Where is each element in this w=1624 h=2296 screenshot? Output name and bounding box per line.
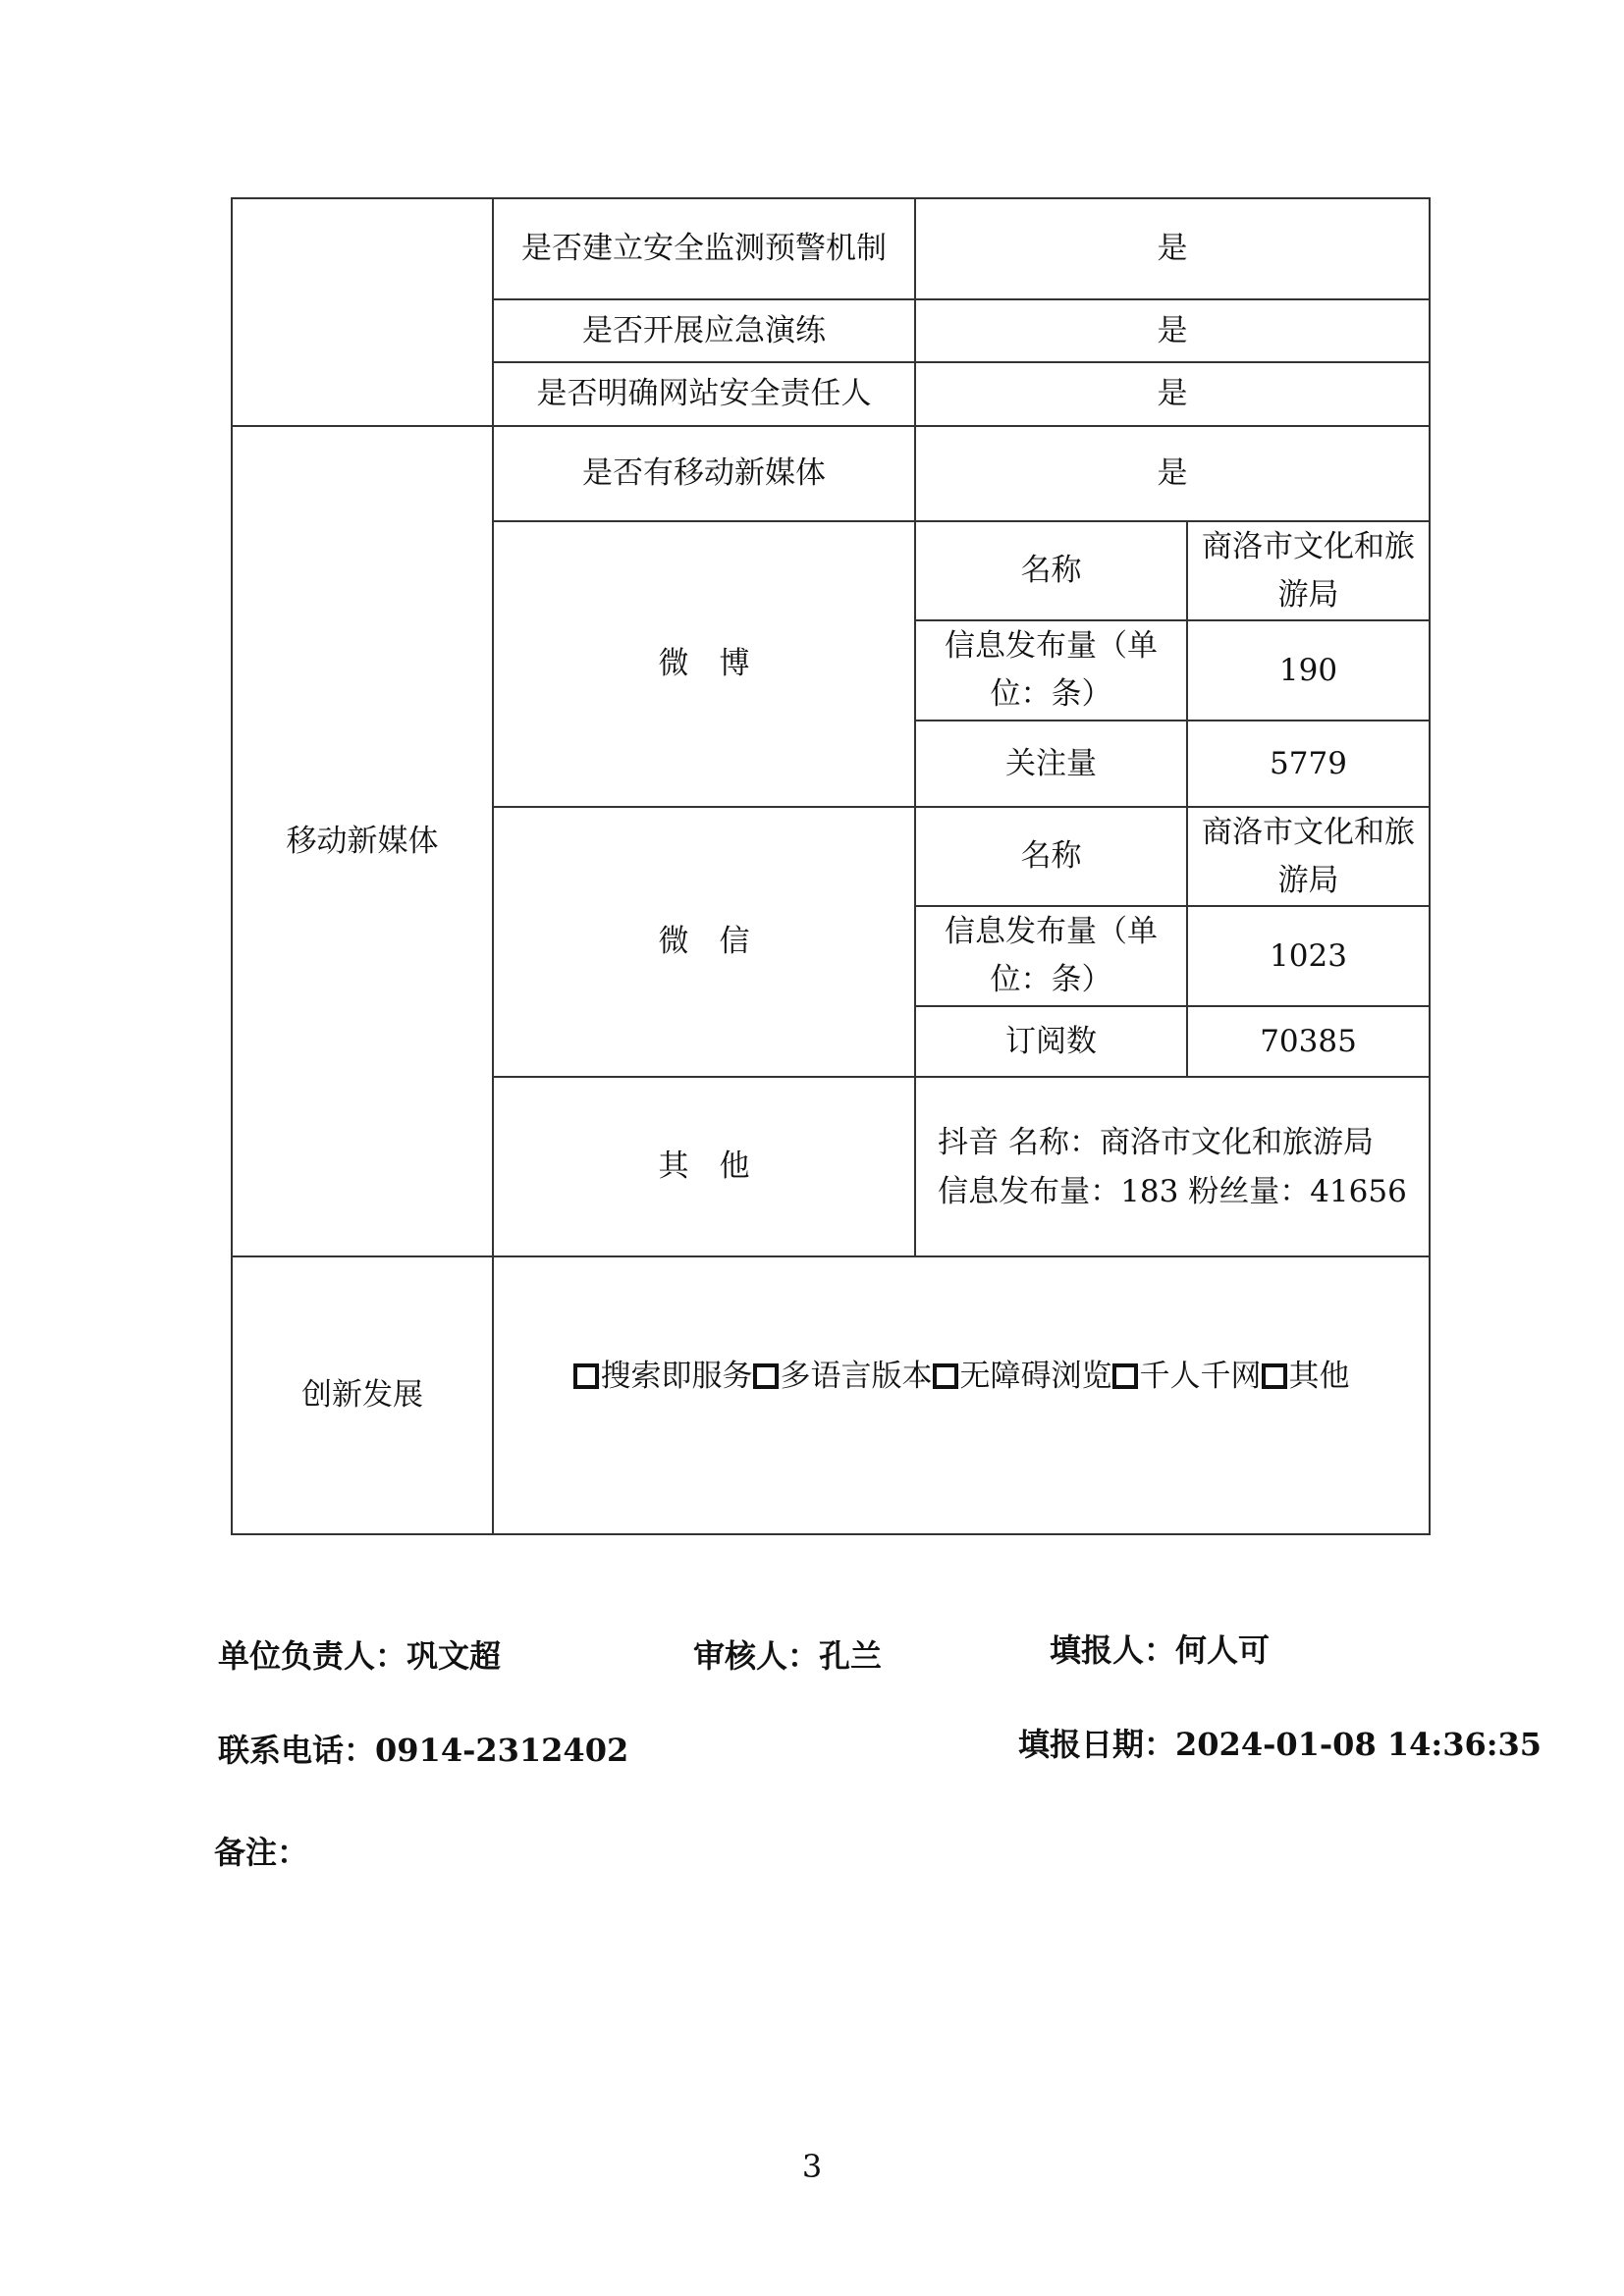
wechat-label: 微 信 — [493, 807, 915, 1077]
weibo-label: 微 博 — [493, 521, 915, 807]
filler-label: 填报人： — [1050, 1631, 1176, 1669]
wechat-name-value: 商洛市文化和旅游局 — [1187, 807, 1430, 906]
date-line — [1018, 1720, 1542, 1765]
reviewer-name: 孔兰 — [819, 1637, 883, 1675]
unit-head-name: 巩文超 — [406, 1637, 502, 1675]
option-personalized: 千人千网 — [1139, 1359, 1262, 1394]
wechat-name-label: 名称 — [915, 807, 1187, 906]
other-media-label: 其 他 — [493, 1077, 915, 1256]
security-section-cell — [232, 198, 493, 426]
remarks-line — [214, 1828, 308, 1873]
wechat-posts-value: 1023 — [1187, 906, 1430, 1006]
checkbox-icon[interactable] — [1112, 1363, 1138, 1389]
option-other: 其他 — [1288, 1359, 1350, 1394]
wechat-posts-label: 信息发布量（单位：条） — [915, 906, 1187, 1006]
wechat-subscribers-value: 70385 — [1187, 1006, 1430, 1077]
emergency-drill-label: 是否开展应急演练 — [493, 299, 915, 362]
security-monitoring-value: 是 — [915, 198, 1430, 299]
weibo-followers-value: 5779 — [1187, 721, 1430, 807]
page-number: 3 — [801, 2148, 823, 2185]
option-multilingual: 多语言版本 — [780, 1359, 933, 1394]
phone-number: 0914-2312402 — [375, 1732, 629, 1769]
table-row — [232, 198, 1430, 299]
has-mobile-media-label: 是否有移动新媒体 — [493, 426, 915, 521]
reviewer-label: 审核人： — [693, 1637, 820, 1675]
option-search-as-service: 搜索即服务 — [600, 1359, 753, 1394]
filler-name: 何人可 — [1175, 1631, 1271, 1669]
remarks-label: 备注： — [214, 1834, 309, 1871]
reviewer-line — [693, 1631, 882, 1677]
table-row — [232, 1256, 1430, 1534]
security-responsible-value: 是 — [915, 362, 1430, 426]
innovation-section-label: 创新发展 — [232, 1256, 493, 1534]
table-row — [232, 426, 1430, 521]
wechat-subscribers-label: 订阅数 — [915, 1006, 1187, 1077]
other-media-line-1: 抖音 名称：商洛市文化和旅游局 — [938, 1124, 1375, 1160]
checkbox-icon[interactable] — [753, 1363, 779, 1389]
weibo-name-value: 商洛市文化和旅游局 — [1187, 521, 1430, 620]
security-responsible-label: 是否明确网站安全责任人 — [493, 362, 915, 426]
checkbox-icon[interactable] — [573, 1363, 599, 1389]
mobile-media-section-label: 移动新媒体 — [232, 426, 493, 1256]
security-monitoring-label: 是否建立安全监测预警机制 — [493, 198, 915, 299]
checkbox-icon[interactable] — [1262, 1363, 1287, 1389]
fill-date: 2024-01-08 14:36:35 — [1175, 1726, 1543, 1763]
unit-head-label: 单位负责人： — [218, 1637, 407, 1675]
other-media-line-2: 信息发布量：183 粉丝量：41656 — [938, 1173, 1407, 1209]
checkbox-icon[interactable] — [933, 1363, 958, 1389]
weibo-posts-label: 信息发布量（单位：条） — [915, 620, 1187, 721]
date-label: 填报日期： — [1018, 1726, 1176, 1763]
weibo-followers-label: 关注量 — [915, 721, 1187, 807]
weibo-posts-value: 190 — [1187, 620, 1430, 721]
weibo-name-label: 名称 — [915, 521, 1187, 620]
has-mobile-media-value: 是 — [915, 426, 1430, 521]
filler-line — [1050, 1626, 1270, 1671]
emergency-drill-value: 是 — [915, 299, 1430, 362]
unit-head-line — [218, 1631, 501, 1677]
report-table — [231, 197, 1431, 1535]
phone-label: 联系电话： — [218, 1732, 376, 1769]
innovation-options — [493, 1256, 1430, 1534]
other-media-value — [915, 1077, 1430, 1256]
option-accessibility: 无障碍浏览 — [959, 1359, 1112, 1394]
phone-line — [218, 1726, 628, 1771]
